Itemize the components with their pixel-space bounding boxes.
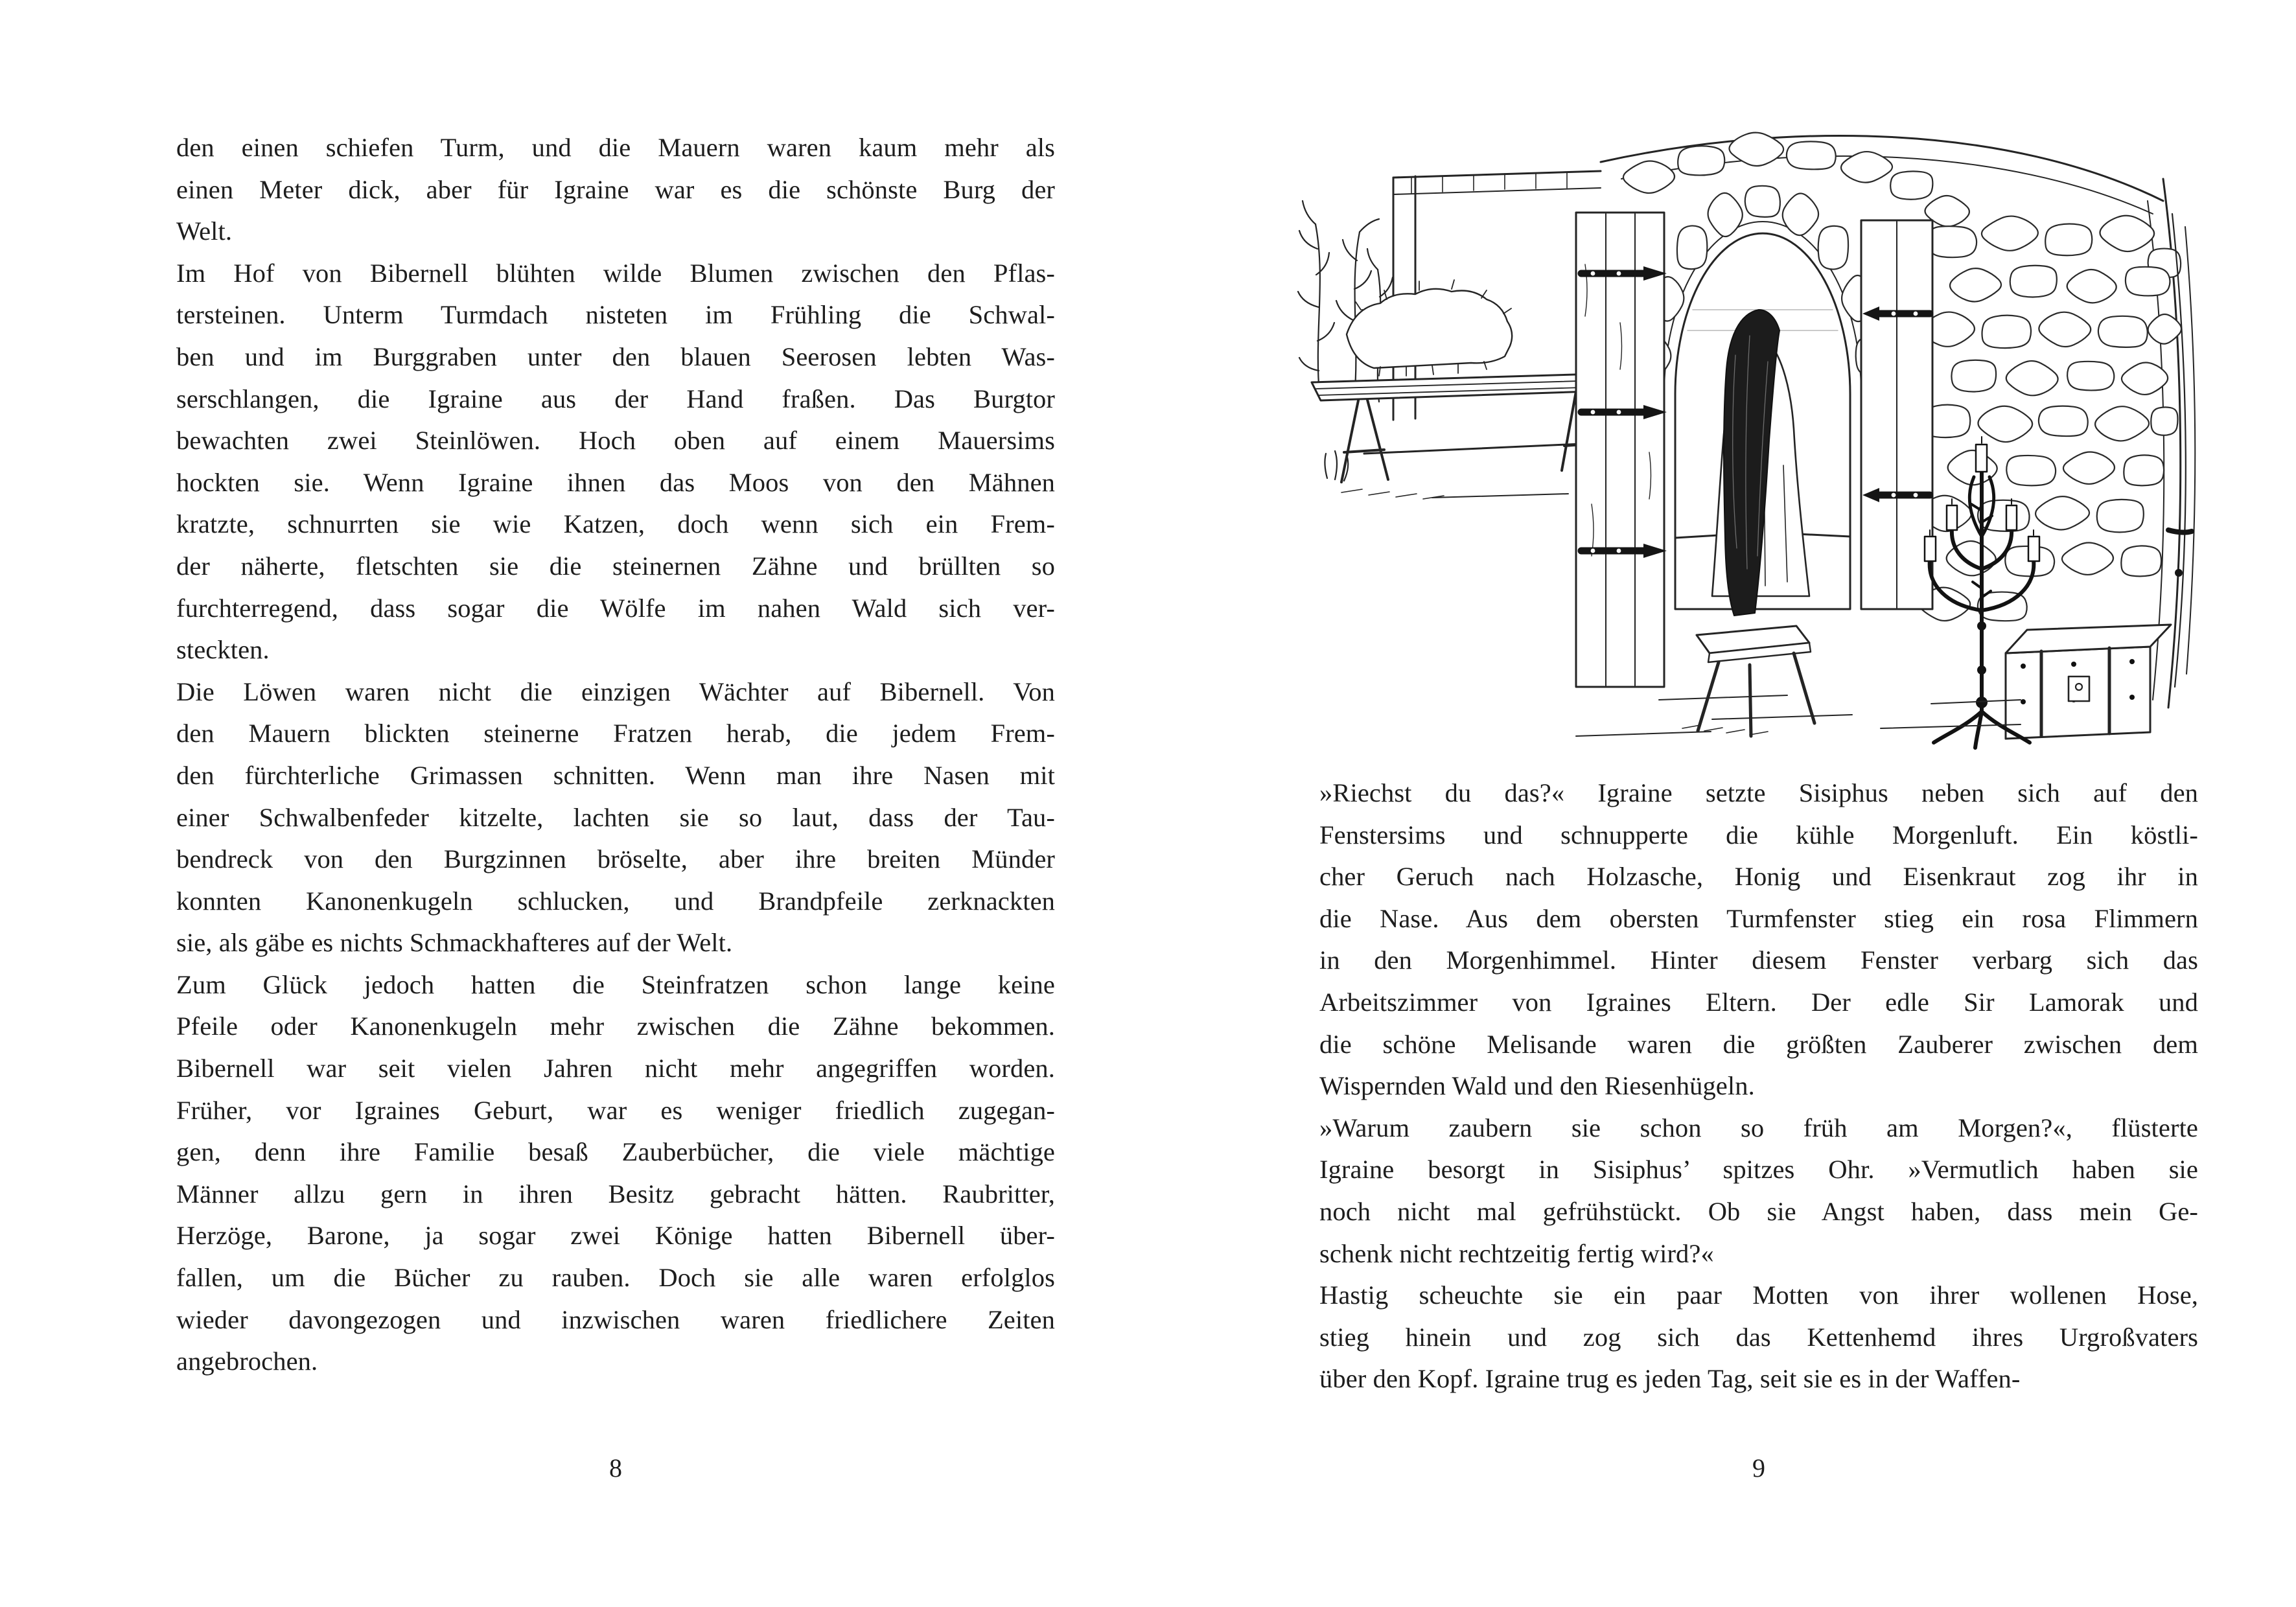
stone <box>2006 361 2058 395</box>
text-line: »Warum zaubern sie schon so früh am Morgen?«, flüsterte <box>1319 1113 2198 1142</box>
stone <box>1890 171 1932 199</box>
text-line: Hastig scheuchte sie ein paar Motten von ihrer wollenen Hose, <box>1319 1280 2198 1310</box>
page-right-text <box>1319 772 2198 1400</box>
text-line: ben und im Burggraben unter den blauen Seerosen lebten Was- <box>176 341 1055 371</box>
text-line: Herzöge, Barone, ja sogar zwei Könige hatten Bibernell über- <box>176 1221 1055 1251</box>
chest <box>2006 625 2171 739</box>
text-line: die schöne Melisande waren die größten Zauberer zwischen dem <box>1319 1029 2198 1059</box>
stone <box>1745 186 1780 217</box>
text-line: Zum Glück jedoch hatten die Steinfratzen schon lange keine <box>176 969 1055 999</box>
text-line: den fürchterliche Grimassen schnitten. Wenn man ihre Nasen mit <box>176 760 1055 790</box>
stone <box>2067 362 2114 391</box>
text-line: schenk nicht rechtzeitig fertig wird?« <box>1319 1238 1714 1268</box>
fur-blanket <box>1347 280 1512 376</box>
text-line: bewachten zwei Steinlöwen. Hoch oben auf einem Mauersims <box>176 426 1055 456</box>
stone <box>2063 452 2115 484</box>
text-line: Bibernell war seit vielen Jahren nicht mehr angegriffen worden. <box>176 1054 1055 1083</box>
text-line: wieder davongezogen und inzwischen waren friedlichere Zeiten <box>176 1304 1055 1334</box>
stone <box>1982 316 2031 349</box>
page-number-right: 9 <box>1752 1453 1765 1483</box>
stone <box>1708 193 1743 237</box>
stone <box>2010 266 2057 297</box>
stone <box>2122 363 2168 395</box>
text-line: in den Morgenhimmel. Hinter diesem Fenster verbarg sich das <box>1319 945 2198 975</box>
text-line: einen Meter dick, aber für Igraine war es die schönste Burg der <box>176 174 1055 204</box>
stone <box>2126 267 2170 296</box>
text-line: »Riechst du das?« Igraine setzte Sisiphus neben sich auf den <box>1319 778 2198 807</box>
text-line: die Nase. Aus dem obersten Turmfenster stieg ein rosa Flimmern <box>1319 903 2198 933</box>
text-line: der näherte, fletschten sie die steinernen Zähne und brüllten so <box>176 551 1055 581</box>
stone <box>1978 406 2032 442</box>
stone <box>2035 496 2089 529</box>
stone <box>2039 312 2091 347</box>
castle-window-illustration <box>1296 115 2198 756</box>
text-line: angebrochen. <box>176 1347 318 1376</box>
text-line: über den Kopf. Igraine trug es jeden Tag, seit sie es in der Waffen- <box>1319 1364 2021 1394</box>
stone <box>1818 226 1848 270</box>
stone <box>1678 146 1724 175</box>
text-line: Fenstersims und schnupperte die kühle Morgenluft. Ein köstli- <box>1319 820 2198 850</box>
text-line: Igraine besorgt in Sisiphus’ spitzes Ohr. »Vermutlich haben sie <box>1319 1155 2198 1185</box>
text-line: kratzte, schnurrten sie wie Katzen, doch wenn sich ein Frem- <box>176 509 1055 539</box>
stone <box>2095 406 2149 441</box>
text-line: noch nicht mal gefrühstückt. Ob sie Angst haben, dass mein Ge- <box>1319 1196 2198 1226</box>
text-line: sie, als gäbe es nichts Schmackhafteres auf der Welt. <box>176 928 733 958</box>
stone <box>2098 316 2148 347</box>
text-line: Wispernden Wald und den Riesenhügeln. <box>1319 1071 1755 1101</box>
text-line: bendreck von den Burgzinnen bröselte, aber ihre breiten Münder <box>176 844 1055 874</box>
door-panel-right <box>1861 220 1932 609</box>
text-line: einer Schwalbenfeder kitzelte, lachten sie so laut, dass der Tau- <box>176 802 1055 832</box>
text-line: den einen schiefen Turm, und die Mauern waren kaum mehr als <box>176 133 1055 162</box>
text-line: gen, denn ihre Familie besaß Zauberbücher, die viele mächtige <box>176 1137 1055 1167</box>
stone <box>2067 270 2116 303</box>
stone <box>2045 224 2092 255</box>
stone <box>2006 456 2056 485</box>
text-line: steckten. <box>176 635 270 665</box>
text-line: cher Geruch nach Holzasche, Honig und Eisenkraut zog ihr in <box>1319 862 2198 892</box>
text-line: serschlangen, die Igraine aus der Hand fraßen. Das Burgtor <box>176 384 1055 413</box>
text-line: den Mauern blickten steinerne Fratzen herab, die jedem Frem- <box>176 719 1055 748</box>
stone <box>1951 360 1996 392</box>
stone <box>2124 455 2164 485</box>
stone <box>1623 161 1675 193</box>
stone <box>1677 225 1707 269</box>
stone <box>2062 543 2113 575</box>
stone <box>1783 193 1818 235</box>
text-line: konnten Kanonenkugeln schlucken, und Brandpfeile zerknackten <box>176 886 1055 916</box>
text-line: Die Löwen waren nicht die einzigen Wächter auf Bibernell. Von <box>176 676 1055 706</box>
text-line: fallen, um die Bücher zu rauben. Doch sie alle waren erfolglos <box>176 1263 1055 1293</box>
stone <box>1787 141 1836 169</box>
doorway-right <box>2168 214 2195 687</box>
stone <box>2100 216 2154 251</box>
text-line: Arbeitszimmer von Igraines Eltern. Der edle Sir Lamorak und <box>1319 987 2198 1017</box>
text-line: Welt. <box>176 216 233 246</box>
text-line: Früher, vor Igraines Geburt, war es weniger friedlich zugegan- <box>176 1095 1055 1125</box>
text-line: Männer allzu gern in ihren Besitz gebracht hätten. Raubritter, <box>176 1179 1055 1208</box>
stone <box>2039 406 2088 436</box>
text-line: hockten sie. Wenn Igraine ihnen das Moos von den Mähnen <box>176 467 1055 497</box>
stone <box>1982 216 2038 251</box>
door-panel-left <box>1576 213 1667 687</box>
stone <box>1927 226 1977 257</box>
page-number-left: 8 <box>609 1453 622 1483</box>
text-line: Im Hof von Bibernell blühten wilde Blumen zwischen den Pflas- <box>176 258 1055 288</box>
stone <box>1950 268 2001 301</box>
page-left-text <box>176 127 1055 1383</box>
text-line: Pfeile oder Kanonenkugeln mehr zwischen die Zähne bekommen. <box>176 1012 1055 1041</box>
text-line: tersteinen. Unterm Turmdach nisteten im Frühling die Schwal- <box>176 300 1055 330</box>
stone <box>2121 546 2161 576</box>
text-line: stieg hinein und zog sich das Kettenhemd ihres Urgroßvaters <box>1319 1322 2198 1352</box>
stone <box>2151 407 2177 435</box>
castle-window-illustration-svg <box>1296 115 2198 756</box>
stone <box>2097 500 2144 533</box>
text-line: furchterregend, dass sogar die Wölfe im nahen Wald sich ver- <box>176 593 1055 623</box>
